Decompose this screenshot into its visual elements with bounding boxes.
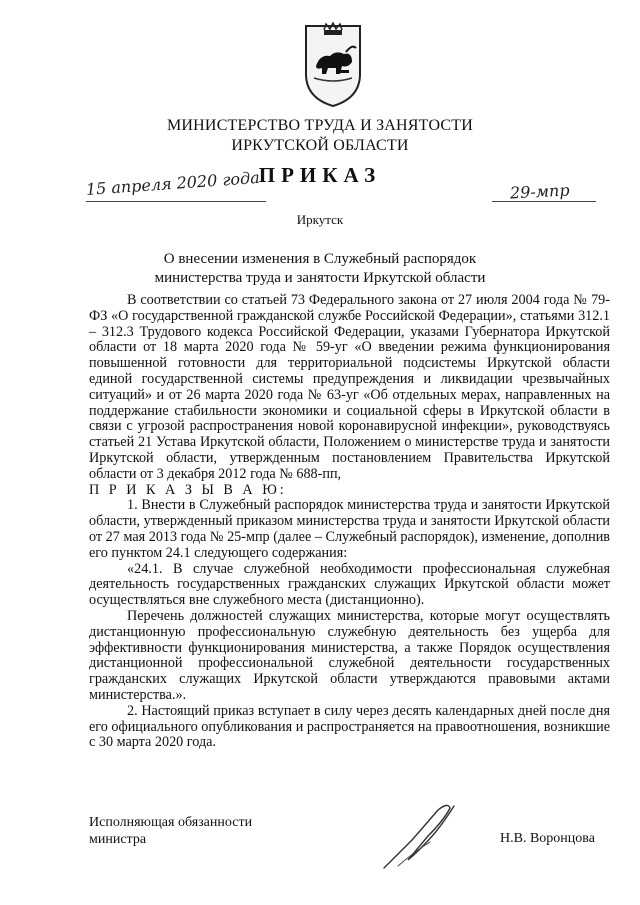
item-1-quote-paragraph1: «24.1. В случае служебной необходимости профессиональная служебная деятельность государственных гражданских служащих Иркутской области может осуществляться вне служебного места (дистанционно). [89,560,610,609]
ministry-name-line2: ИРКУТСКОЙ ОБЛАСТИ [231,137,409,154]
signer-position-line1: Исполняющая обязанности [89,815,253,830]
number-underline [492,201,596,202]
handwritten-date: 15 апреля 2020 года [85,167,261,199]
handwritten-order-number: 29-мпр [509,180,571,203]
preamble-paragraph: В соответствии со статьей 73 Федерального закона от 27 июля 2004 года № 79-ФЗ «О государственной гражданской службе Российской Федерации», статьями 312.1 – 312.3 Трудового кодекса Российской Федерации, указами Губернатора Иркутской области от 18 марта 2020 года № 59-уг «О введении режима функционирования повышенной готовности для территориальной подсистемы Иркутской области единой государственной системы предупреждения и ликвидации чрезвычайных ситуаций» и от 26 марта 2020 года № 63-уг «Об отдельных мерах, направленных на поддержание стабильности экономики и социальной сферы в Иркутской области в связи с угрозой распространения новой коронавирусной инфекции», руководствуясь статьей 21 Устава Иркутской области, Положением о министерстве труда и занятости Иркутской области, утвержденным постановлением Правительства Иркутской области от 3 декабря 2012 года № 688-пп, [89,292,610,482]
date-underline [86,201,266,202]
handwritten-signature-icon [378,800,460,872]
item-2-paragraph: 2. Настоящий приказ вступает в силу через десять календарных дней после дня его официального опубликования и распространяется на правоотношения, возникшие с 30 марта 2020 года. [89,702,611,751]
order-word: П Р И К А З Ы В А Ю: [89,481,287,498]
subject-line1: О внесении изменения в Служебный распорядок [163,251,477,267]
signer-position [89,814,252,848]
city-name: Иркутск [296,212,344,227]
signer-name: Н.В. Воронцова [500,831,595,846]
coat-of-arms-icon [302,22,364,108]
signer-position-line2: министра [89,832,147,847]
document-type-title: ПРИКАЗ [258,163,382,187]
subject-line2: министерства труда и занятости Иркутской области [154,270,486,286]
ministry-name-line1: МИНИСТЕРСТВО ТРУДА И ЗАНЯТОСТИ [167,117,473,134]
item-1-quote-paragraph2: Перечень должностей служащих министерства, которые могут осуществлять дистанционную профессиональную служебную деятельность без ущерба для эффективности функционирования министерства, а также Порядок осуществления дистанционной профессиональной служебной деятельности государственных гражданских служащих Иркутской области утверждаются правовыми актами министерства.». [89,607,610,703]
document-body [89,293,610,751]
item-1-paragraph: 1. Внести в Служебный распорядок министерства труда и занятости Иркутской области, утвержденный приказом министерства труда и занятости Иркутской области от 27 мая 2013 года № 25-мпр (далее – Служебный распорядок), изменение, дополнив его пунктом 24.1 следующего содержания: [89,497,610,561]
